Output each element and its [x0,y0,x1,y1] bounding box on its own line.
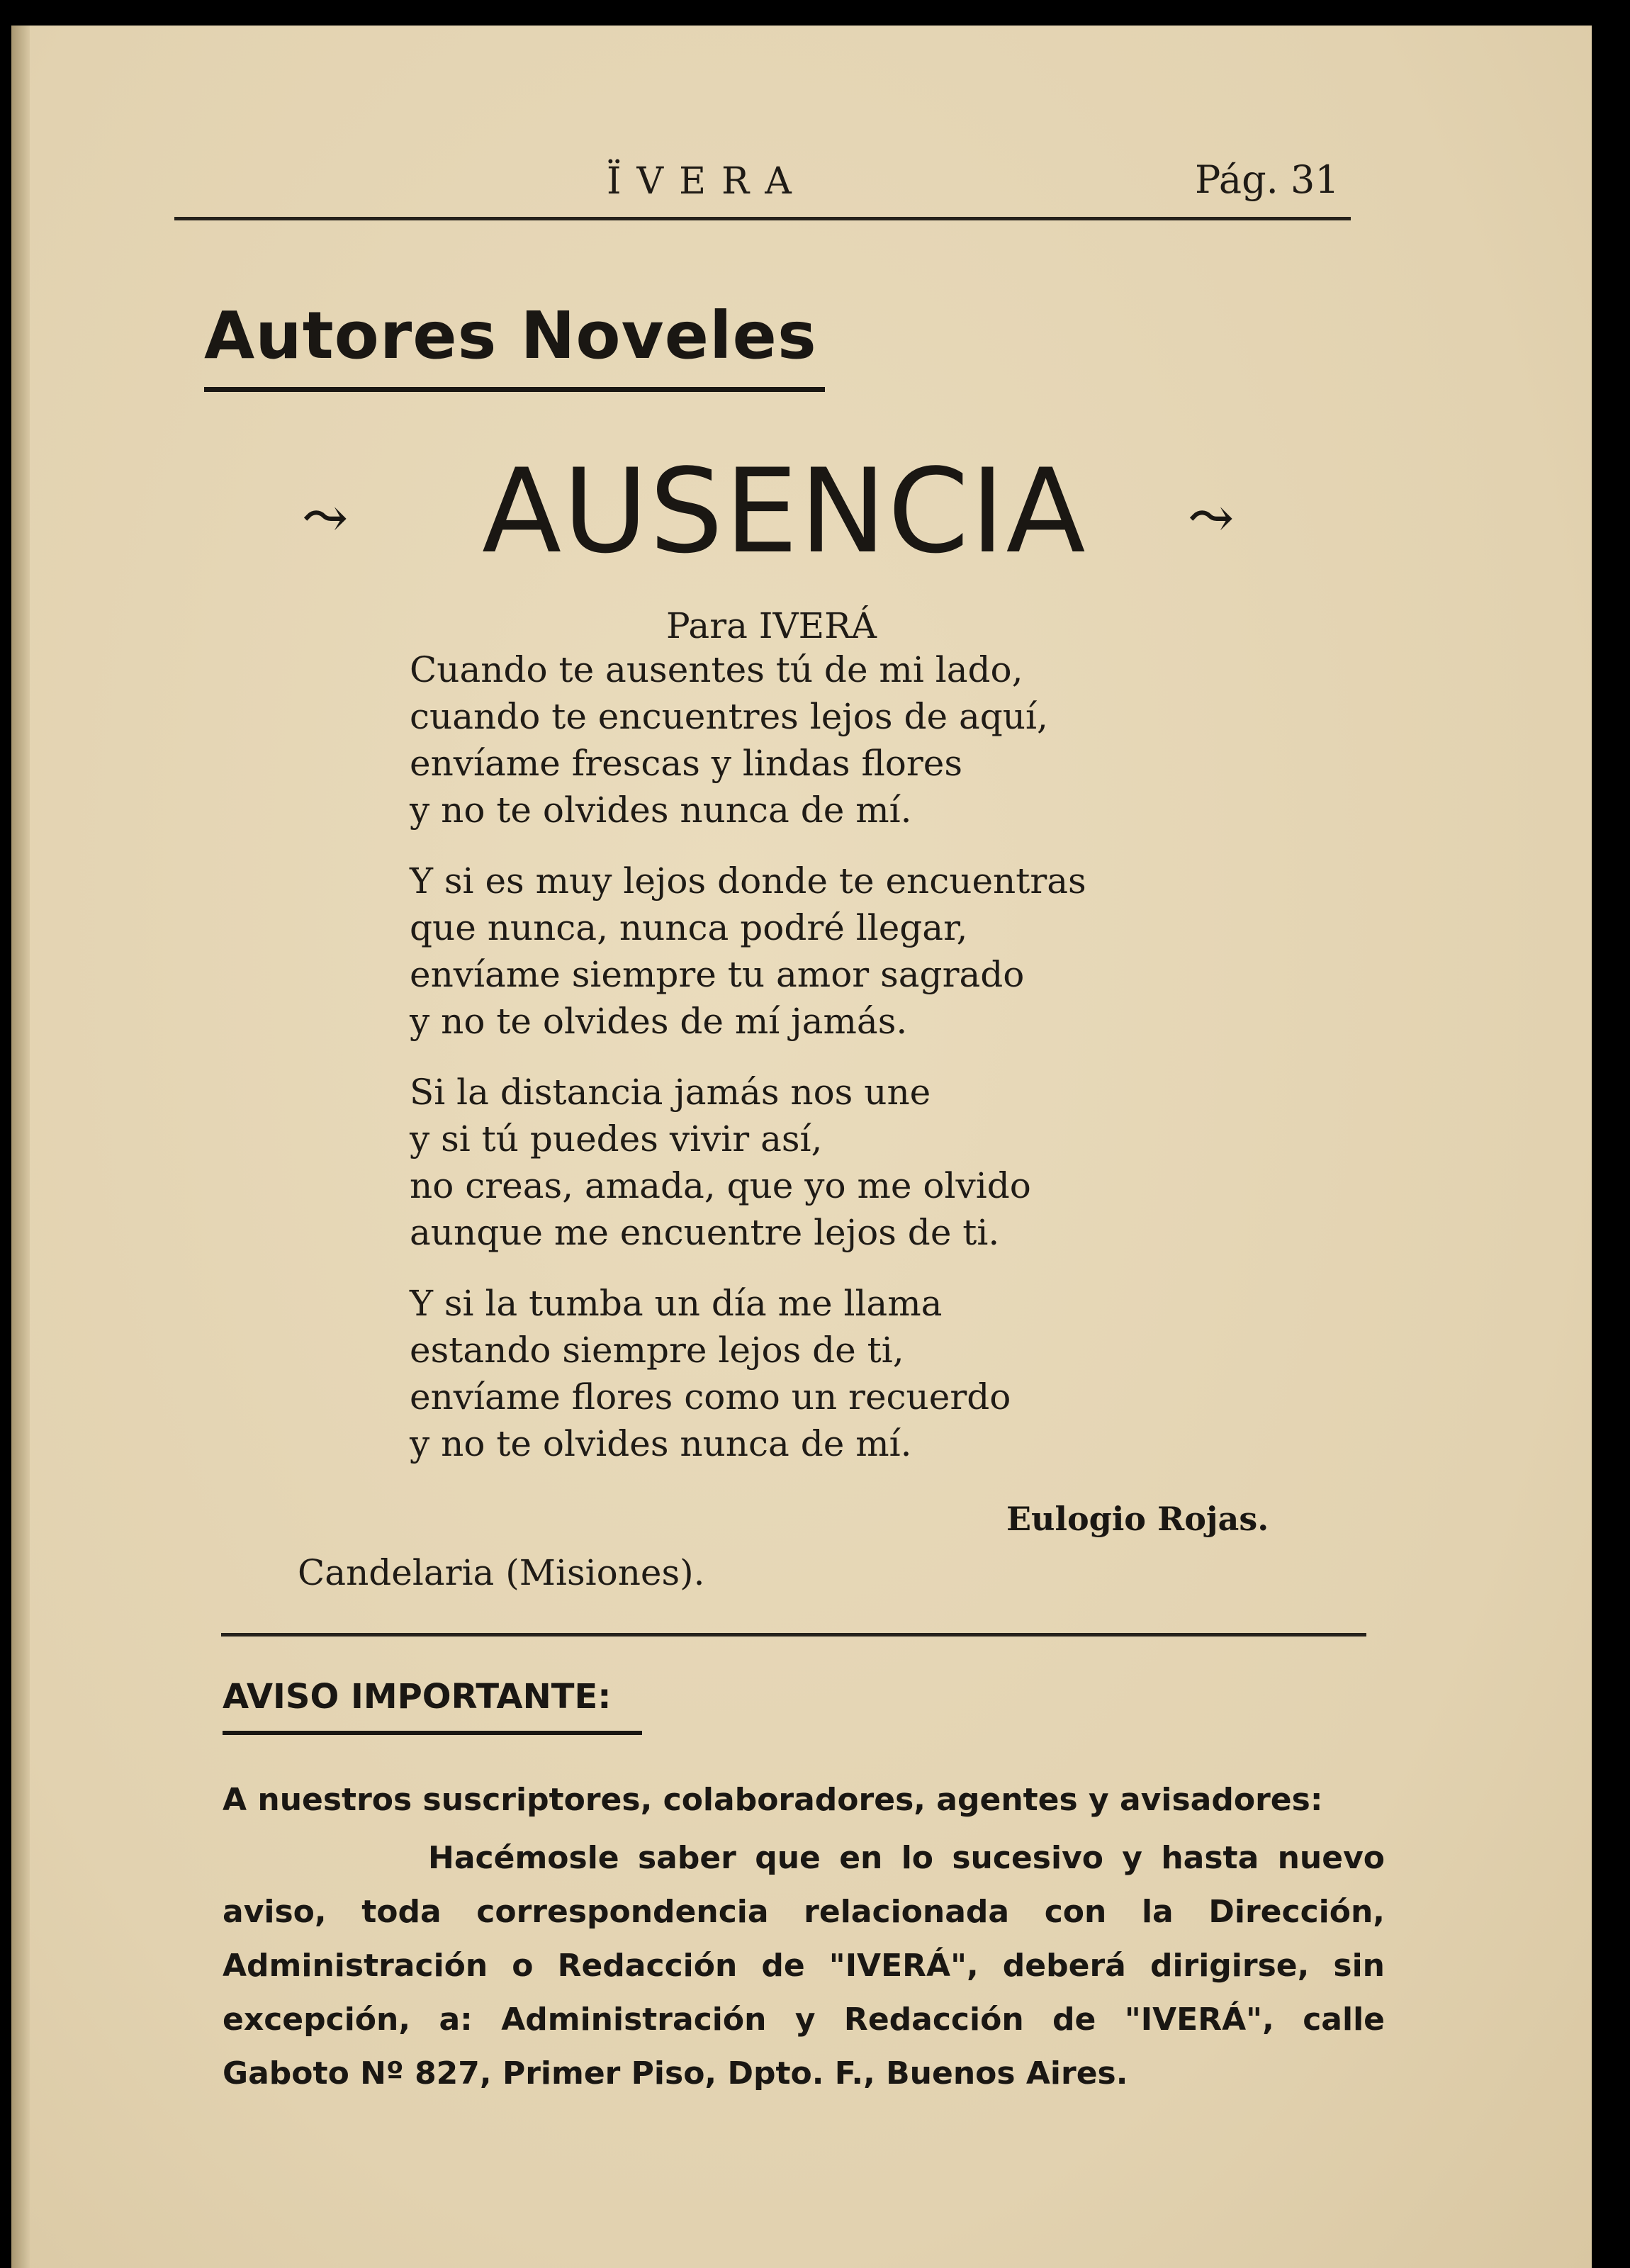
poem-place: Candelaria (Misiones). [298,1552,705,1593]
poem-line: Y si es muy lejos donde te encuentras [410,860,1086,902]
section-title-underline [204,387,825,392]
stanza-2 [410,858,1260,1045]
poem-line: estando siempre lejos de ti, [410,1330,904,1371]
bird-ornament-right-icon: ⤳ [1188,486,1235,550]
bird-ornament-left-icon: ⤳ [302,486,349,550]
poem-line: y no te olvides nunca de mí. [410,1423,912,1464]
poem-line: Y si la tumba un día me llama [410,1283,943,1324]
journal-name: ÏVERA [607,160,807,203]
poem-line: envíame frescas y lindas flores [410,743,963,784]
poem-line: aunque me encuentre lejos de ti. [410,1212,1000,1253]
poem-title: AUSENCIA [482,444,1087,579]
poem-line: envíame flores como un recuerdo [410,1376,1011,1418]
poem-body [410,646,1260,1491]
poem-line: que nunca, nunca podré llegar, [410,907,968,948]
notice-heading: AVISO IMPORTANTE: [223,1677,612,1717]
poem-dedication: Para IVERÁ [666,605,877,646]
poem-line: y no te olvides nunca de mí. [410,790,912,831]
poem-line: y no te olvides de mí jamás. [410,1001,908,1042]
page-number: Pág. 31 [1195,157,1339,202]
poem-line: Si la distancia jamás nos une [410,1072,931,1113]
poem-author: Eulogio Rojas. [1006,1500,1269,1538]
magazine-page [11,26,1592,2268]
poem-line: Cuando te ausentes tú de mi lado, [410,649,1023,690]
notice-divider [221,1633,1366,1637]
notice-heading-underline [223,1731,642,1735]
section-title: Autores Noveles [204,298,817,374]
poem-line: cuando te encuentres lejos de aquí, [410,696,1048,737]
stanza-1 [410,646,1260,833]
poem-line: y si tú puedes vivir así, [410,1118,823,1160]
stanza-4 [410,1280,1260,1467]
notice-body: Hacémosle saber que en lo sucesivo y hasta nuevo aviso, toda correspondencia relacionada con la Dirección, Administración o Redacción de "IVERÁ", deberá dirigirse, sin excepción, a: Administración y Redacción de "IVERÁ", calle Gaboto Nº 827, Primer Piso, Dpto. F., Buenos Aires. [223,1840,1385,2092]
page-binding-shadow [11,26,30,2268]
header-rule [174,217,1351,220]
notice-address-line: A nuestros suscriptores, colaboradores, agentes y avisadores: [223,1782,1323,1818]
stanza-3 [410,1069,1260,1256]
poem-line: no creas, amada, que yo me olvido [410,1165,1031,1206]
poem-line: envíame siempre tu amor sagrado [410,954,1025,995]
